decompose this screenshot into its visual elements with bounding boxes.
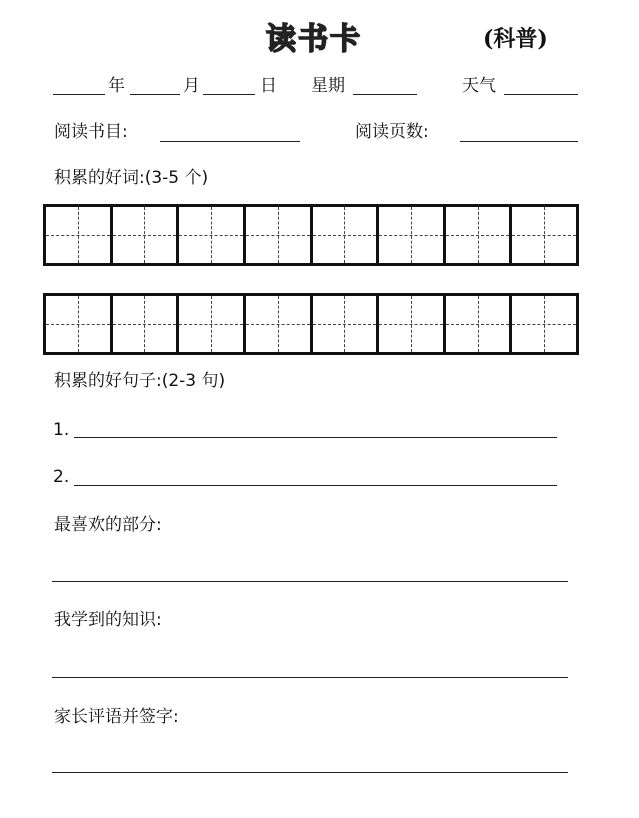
grid-cell[interactable] <box>179 296 246 352</box>
parent-comment-label: 家长评语并签字: <box>54 707 179 727</box>
grid-cell[interactable] <box>179 207 246 263</box>
good-words-label: 积累的好词:(3-5 个) <box>54 168 209 188</box>
month-field[interactable] <box>130 94 180 95</box>
sentence-number-1: 1. <box>53 420 70 440</box>
weather-field[interactable] <box>504 94 578 95</box>
sentence-field-1[interactable] <box>74 437 557 438</box>
year-label: 年 <box>108 76 125 96</box>
parent-comment-field[interactable] <box>52 772 568 773</box>
weekday-field[interactable] <box>353 94 417 95</box>
grid-cell[interactable] <box>113 207 180 263</box>
card-title: 读书卡 <box>266 22 362 57</box>
grid-cell[interactable] <box>246 207 313 263</box>
grid-cell[interactable] <box>113 296 180 352</box>
card-category: (科普) <box>483 26 548 52</box>
pages-field[interactable] <box>460 141 578 142</box>
sentence-field-2[interactable] <box>74 485 557 486</box>
sentence-number-2: 2. <box>53 467 70 487</box>
weekday-label: 星期 <box>311 76 345 96</box>
grid-cell[interactable] <box>313 296 380 352</box>
weather-label: 天气 <box>462 76 496 96</box>
grid-cell[interactable] <box>512 207 576 263</box>
knowledge-label: 我学到的知识: <box>54 610 162 630</box>
grid-cell[interactable] <box>313 207 380 263</box>
word-grid-row-2[interactable] <box>43 293 579 355</box>
day-label: 日 <box>260 76 277 96</box>
year-field[interactable] <box>53 94 105 95</box>
pages-label: 阅读页数: <box>355 122 429 142</box>
grid-cell[interactable] <box>446 296 513 352</box>
grid-cell[interactable] <box>446 207 513 263</box>
favorite-part-label: 最喜欢的部分: <box>54 515 162 535</box>
knowledge-field[interactable] <box>52 677 568 678</box>
grid-cell[interactable] <box>46 207 113 263</box>
day-field[interactable] <box>203 94 255 95</box>
favorite-part-field[interactable] <box>52 581 568 582</box>
grid-cell[interactable] <box>379 296 446 352</box>
grid-cell[interactable] <box>246 296 313 352</box>
grid-cell[interactable] <box>512 296 576 352</box>
book-title-field[interactable] <box>160 141 300 142</box>
month-label: 月 <box>183 76 200 96</box>
word-grid-row-1[interactable] <box>43 204 579 266</box>
good-sentences-label: 积累的好句子:(2-3 句) <box>54 371 226 391</box>
grid-cell[interactable] <box>46 296 113 352</box>
book-title-label: 阅读书目: <box>54 122 128 142</box>
grid-cell[interactable] <box>379 207 446 263</box>
